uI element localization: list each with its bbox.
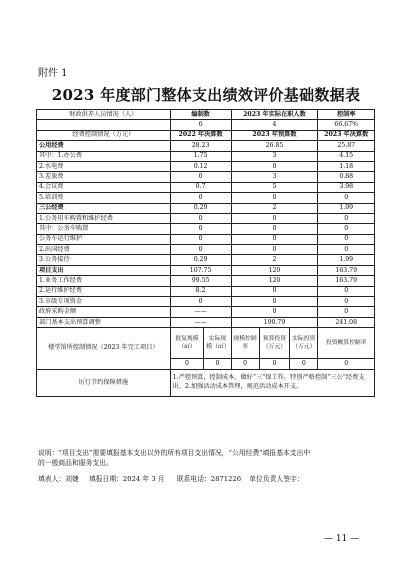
row-label: 其中：1.办公费 — [37, 151, 171, 161]
row-value-final: 0 — [318, 193, 375, 203]
building-header-actual: 实际规模（㎡） — [204, 328, 231, 359]
row-value-final: 1.99 — [318, 255, 375, 265]
row-value-final: 0 — [318, 286, 375, 296]
row-value-final: 1.99 — [318, 203, 375, 213]
row-value-2022: 0 — [170, 297, 231, 307]
row-value-budget: 0 — [231, 213, 318, 223]
row-label: 3.差旅费 — [37, 172, 171, 182]
row-label: 其中：公务车购置 — [37, 224, 171, 234]
annex-label: 附件 1 — [38, 68, 68, 79]
row-value-budget: 5 — [231, 182, 318, 192]
row-value-budget: 0 — [231, 224, 318, 234]
staff-quota: 6 — [170, 120, 231, 130]
row-value-final: 1.18 — [318, 161, 375, 171]
row-label: 3.市级专项资金 — [37, 297, 171, 307]
row-label: 2.出国经费 — [37, 245, 171, 255]
building-header-scale-rate: 规模控制率 — [231, 328, 259, 359]
building-scale-rate: 0 — [231, 359, 259, 369]
note-line-2: 的一般商品和服务支出。 — [38, 459, 113, 467]
footer — [38, 474, 378, 484]
row-value-budget: 2 — [231, 203, 318, 213]
staff-header-quota: 编制数 — [170, 110, 231, 120]
table-row — [37, 213, 375, 223]
row-value-final: 3.98 — [318, 182, 375, 192]
building-label: 楼堂馆所控制情况（2023 年完工项目） — [37, 328, 171, 369]
table-row — [37, 151, 375, 161]
row-value-budget: 0 — [231, 286, 318, 296]
staff-blank — [37, 120, 171, 130]
table-row — [37, 172, 375, 182]
building-budget-invest: 0 — [259, 359, 289, 369]
staff-header-actual: 2023 年实际在职人数 — [231, 110, 318, 120]
row-value-budget: 120 — [231, 265, 318, 275]
page-number: — 11 — — [324, 534, 360, 544]
adjust-final: 241.08 — [318, 317, 375, 327]
row-label: 1.公务用车购置和维护经费 — [37, 213, 171, 223]
row-value-budget: 0 — [231, 234, 318, 244]
footer-phone: 联系电话：2871226 — [176, 475, 242, 483]
building-header-approved: 批复规模（㎡） — [170, 328, 204, 359]
building-header-budget-invest: 预算投资（万元） — [259, 328, 289, 359]
row-value-2022: 0 — [170, 172, 231, 182]
row-value-2022: 0 — [170, 245, 231, 255]
row-value-2022: 28.23 — [170, 141, 231, 151]
table-row — [37, 276, 375, 286]
building-approved: 0 — [170, 359, 204, 369]
adjust-budget: 190.79 — [231, 317, 318, 327]
row-label: 1.业务工作经费 — [37, 276, 171, 286]
staff-header-rate: 控制率 — [318, 110, 375, 120]
table-row — [37, 141, 375, 151]
expense-header-budget: 2023 年预算数 — [231, 130, 318, 140]
page-title: 2023 年度部门整体支出绩效评价基础数据表 — [51, 86, 361, 104]
row-value-budget: 0 — [231, 245, 318, 255]
row-value-budget: 0 — [231, 307, 318, 317]
row-label: 政府采购金额 — [37, 307, 171, 317]
saving-text: 1.严控预算，控制成本，做好“三”保工作，特别严格控制“三公”经费支出，2.加强活动成本管理，规范活动成本开支。 — [170, 369, 374, 396]
table-row — [37, 245, 375, 255]
row-value-2022: 0 — [170, 224, 231, 234]
row-value-2022: 0.29 — [170, 203, 231, 213]
row-value-final: 4.15 — [318, 151, 375, 161]
table-row — [37, 265, 375, 275]
row-value-2022: 8.2 — [170, 286, 231, 296]
table-row — [37, 193, 375, 203]
row-label: 项目支出 — [37, 265, 171, 275]
row-value-final: 0 — [318, 297, 375, 307]
row-value-budget: 3 — [231, 172, 318, 182]
row-value-budget: 0 — [231, 161, 318, 171]
row-value-final: 163.79 — [318, 276, 375, 286]
row-value-2022: 0.7 — [170, 182, 231, 192]
row-label: 2.运行维护经费 — [37, 286, 171, 296]
row-label: 2.水电费 — [37, 161, 171, 171]
row-value-2022: 0 — [170, 234, 231, 244]
building-invest-rate: 0 — [318, 359, 375, 369]
expense-header-final: 2023 年决算数 — [318, 130, 375, 140]
row-value-2022: 99.55 — [170, 276, 231, 286]
row-value-budget: 2 — [231, 255, 318, 265]
row-value-2022: 0.12 — [170, 161, 231, 171]
row-value-2022: 1.75 — [170, 151, 231, 161]
footer-leader: 单位负责人签字： — [249, 475, 304, 483]
row-value-final: 0 — [318, 245, 375, 255]
row-label: 4.会议费 — [37, 182, 171, 192]
expense-label: 经费控制情况（万元） — [37, 130, 171, 140]
adjust-label: 部门基本支出预算调整 — [37, 317, 171, 327]
row-label: 三公经费 — [37, 203, 171, 213]
building-header-invest-rate: 投资概算控制率 — [318, 328, 375, 359]
row-label: 公用经费 — [37, 141, 171, 151]
row-value-budget: 120 — [231, 276, 318, 286]
row-value-budget: 3 — [231, 151, 318, 161]
table-row — [37, 161, 375, 171]
row-label: 3.公务接待 — [37, 255, 171, 265]
expense-header-2022: 2022 年决算数 — [170, 130, 231, 140]
staff-rate: 66.67% — [318, 120, 375, 130]
footer-date: 填报日期：2024 年 3 月 — [88, 475, 165, 483]
table-row — [37, 182, 375, 192]
table-row — [37, 234, 375, 244]
row-label: 公务车运行维护 — [37, 234, 171, 244]
footer-filler: 填表人：刘婕 — [38, 475, 79, 483]
row-value-budget: 0 — [231, 297, 318, 307]
row-value-budget: 26.85 — [231, 141, 318, 151]
row-value-2022: 0.29 — [170, 255, 231, 265]
table-row — [37, 203, 375, 213]
row-label: 5.培训费 — [37, 193, 171, 203]
performance-table — [36, 109, 375, 397]
note-line-1: 说明：“项目支出”需要填报基本支出以外的所有项目支出情况，“公用经费”填报基本支出中 — [38, 449, 311, 457]
row-value-final: 163.79 — [318, 265, 375, 275]
row-value-final: 0 — [318, 307, 375, 317]
row-value-final: 0 — [318, 234, 375, 244]
row-value-budget: 0 — [231, 193, 318, 203]
row-value-2022: 107.75 — [170, 265, 231, 275]
building-actual-invest: 0 — [290, 359, 318, 369]
table-row — [37, 255, 375, 265]
table-row — [37, 286, 375, 296]
table-row — [37, 307, 375, 317]
staff-actual: 4 — [231, 120, 318, 130]
table-row — [37, 224, 375, 234]
adjust-2022: —— — [170, 317, 231, 327]
row-value-2022: 0 — [170, 213, 231, 223]
building-header-actual-invest: 实际投资（万元） — [290, 328, 318, 359]
row-value-final: 0 — [318, 213, 375, 223]
row-value-final: 0 — [318, 224, 375, 234]
row-value-final: 25.87 — [318, 141, 375, 151]
row-value-2022: —— — [170, 307, 231, 317]
staff-label: 财政供养人员情况（人） — [37, 110, 171, 120]
row-value-final: 0.88 — [318, 172, 375, 182]
row-value-2022: 0 — [170, 193, 231, 203]
table-row — [37, 297, 375, 307]
building-actual: 0 — [204, 359, 231, 369]
saving-label: 厉行节约保障措施 — [37, 369, 171, 396]
